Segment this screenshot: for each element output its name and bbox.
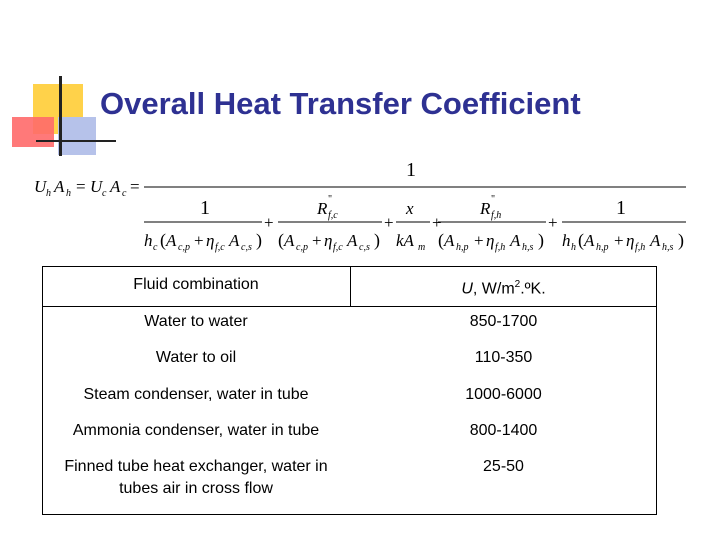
value-cell: 25-50 bbox=[483, 458, 524, 475]
svg-text:1: 1 bbox=[616, 197, 626, 219]
header-u-unit: , W/m bbox=[472, 280, 515, 298]
decor-vertical-line bbox=[59, 76, 62, 156]
overall-u-equation bbox=[34, 158, 690, 258]
svg-text:U: U bbox=[90, 177, 103, 196]
svg-text:(: ( bbox=[578, 230, 584, 250]
svg-text:(: ( bbox=[438, 230, 444, 250]
svg-text:A: A bbox=[510, 231, 521, 250]
svg-text:x: x bbox=[406, 199, 414, 218]
svg-text:A: A bbox=[347, 231, 358, 250]
svg-text:c,p: c,p bbox=[178, 242, 190, 253]
svg-text:R: R bbox=[480, 199, 491, 218]
svg-text:η: η bbox=[626, 231, 635, 250]
svg-text:+: + bbox=[312, 231, 322, 250]
svg-text:η: η bbox=[486, 231, 495, 250]
heat-transfer-table bbox=[42, 266, 657, 515]
svg-text:c,p: c,p bbox=[296, 242, 308, 253]
svg-text:(: ( bbox=[160, 230, 166, 250]
svg-text:c: c bbox=[122, 188, 127, 199]
svg-text:h: h bbox=[144, 231, 153, 250]
svg-text:=: = bbox=[76, 177, 86, 196]
table-right-border bbox=[656, 306, 657, 515]
svg-text:): ) bbox=[256, 230, 262, 250]
svg-text:+: + bbox=[384, 213, 394, 232]
value-cell: 800-1400 bbox=[469, 422, 538, 439]
svg-text:": " bbox=[328, 194, 333, 205]
decor-horizontal-line bbox=[36, 140, 116, 142]
svg-text:η: η bbox=[324, 231, 333, 250]
svg-text:A: A bbox=[444, 231, 455, 250]
svg-text:+: + bbox=[432, 213, 442, 232]
svg-text:A: A bbox=[650, 231, 661, 250]
svg-text:): ) bbox=[538, 230, 544, 250]
table-header-divider bbox=[42, 306, 657, 307]
header-u-exponent: 2 bbox=[514, 279, 521, 290]
svg-text:+: + bbox=[474, 231, 484, 250]
svg-text:+: + bbox=[548, 213, 558, 232]
header-u-units bbox=[350, 274, 657, 300]
table-border-bottom bbox=[42, 514, 657, 515]
svg-text:c: c bbox=[102, 188, 107, 199]
svg-text:): ) bbox=[374, 230, 380, 250]
svg-text:h: h bbox=[46, 188, 51, 199]
svg-text:A: A bbox=[54, 177, 65, 196]
svg-text:=: = bbox=[130, 177, 140, 196]
svg-text:+: + bbox=[264, 213, 274, 232]
svg-text:U: U bbox=[34, 177, 47, 196]
svg-text:f,c: f,c bbox=[333, 242, 343, 253]
svg-text:A: A bbox=[110, 177, 121, 196]
svg-text:A: A bbox=[284, 231, 295, 250]
svg-text:c: c bbox=[153, 242, 158, 253]
svg-text:h,s: h,s bbox=[662, 242, 674, 253]
svg-text:h: h bbox=[571, 242, 576, 253]
svg-text:(: ( bbox=[278, 230, 284, 250]
svg-text:A: A bbox=[229, 231, 240, 250]
svg-text:c,s: c,s bbox=[359, 242, 370, 253]
svg-text:h,p: h,p bbox=[596, 242, 609, 253]
svg-text:f,h: f,h bbox=[495, 242, 506, 253]
svg-text:h,p: h,p bbox=[456, 242, 469, 253]
value-cell: 110-350 bbox=[474, 349, 533, 366]
svg-text:f,c: f,c bbox=[215, 242, 225, 253]
svg-text:A: A bbox=[166, 231, 177, 250]
value-cell: 850-1700 bbox=[469, 313, 538, 330]
svg-text:h,s: h,s bbox=[522, 242, 534, 253]
svg-text:+: + bbox=[614, 231, 624, 250]
fluid-cell: Ammonia condenser, water in tube bbox=[72, 422, 320, 439]
fluid-cell: Finned tube heat exchanger, water in tubes air in cross flow bbox=[64, 458, 328, 497]
svg-text:R: R bbox=[317, 199, 328, 218]
header-u-symbol: U bbox=[461, 280, 473, 298]
decor-blue-square bbox=[58, 117, 96, 155]
header-u-unit-end: .ºK. bbox=[520, 280, 546, 298]
decor-red-square bbox=[12, 117, 54, 147]
svg-text:h: h bbox=[66, 188, 71, 199]
svg-text:kA: kA bbox=[396, 231, 414, 250]
svg-text:A: A bbox=[584, 231, 595, 250]
svg-text:1: 1 bbox=[200, 197, 210, 219]
fluid-cell: Steam condenser, water in tube bbox=[83, 386, 309, 403]
svg-text:η: η bbox=[206, 231, 215, 250]
svg-text:): ) bbox=[678, 230, 684, 250]
fluid-cell: Water to oil bbox=[155, 349, 237, 366]
svg-text:1: 1 bbox=[406, 159, 416, 181]
svg-text:f,c: f,c bbox=[328, 210, 338, 221]
svg-text:+: + bbox=[194, 231, 204, 250]
svg-text:m: m bbox=[418, 242, 426, 253]
value-cell: 1000-6000 bbox=[465, 386, 542, 403]
svg-text:": " bbox=[491, 194, 496, 205]
svg-text:f,h: f,h bbox=[491, 210, 502, 221]
slide-title: Overall Heat Transfer Coefficient bbox=[100, 86, 581, 121]
fluid-cell: Water to water bbox=[144, 313, 248, 330]
svg-text:f,h: f,h bbox=[635, 242, 646, 253]
svg-text:h: h bbox=[562, 231, 571, 250]
header-fluid-combination: Fluid combination bbox=[133, 276, 259, 293]
svg-text:c,s: c,s bbox=[241, 242, 252, 253]
